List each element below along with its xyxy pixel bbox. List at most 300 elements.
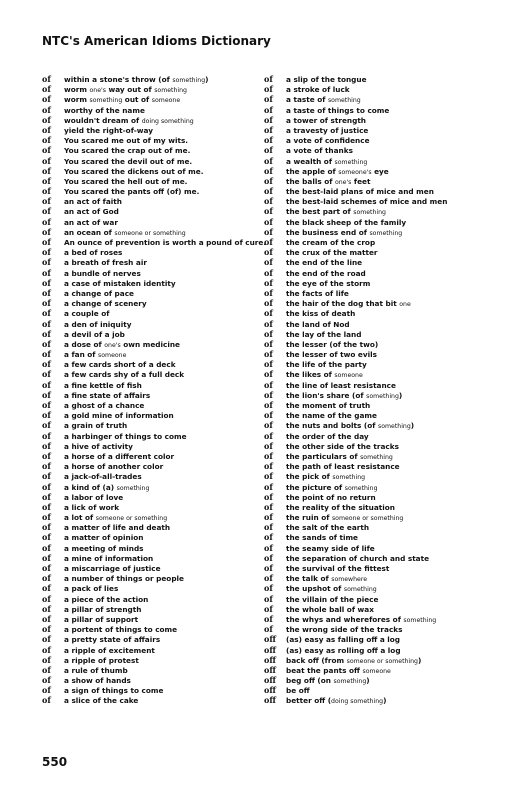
entry-keyword: of <box>42 532 51 543</box>
entry-phrase-text: an act of faith <box>64 197 122 207</box>
entry-phrase-text: an ocean of <box>64 227 115 237</box>
entry-phrase <box>286 635 400 644</box>
entry-phrase-text: a vote of confidence <box>286 136 370 146</box>
entry-keyword: of <box>42 308 51 319</box>
entry-phrase-text: within a stone's throw (of <box>64 75 173 84</box>
index-entry <box>42 186 272 196</box>
entry-keyword: of <box>42 471 51 482</box>
entry-keyword: of <box>42 94 51 105</box>
entry-phrase <box>286 442 399 451</box>
entry-keyword: of <box>264 196 273 207</box>
index-entry <box>42 492 272 502</box>
entry-keyword: of <box>264 84 273 95</box>
entry-keyword: of <box>264 135 273 146</box>
entry-phrase <box>286 370 363 379</box>
entry-keyword: of <box>264 573 273 584</box>
index-entry <box>42 420 272 430</box>
entry-phrase <box>64 605 141 614</box>
entry-phrase <box>64 656 139 665</box>
entry-phrase-text: a jack-of-all-trades <box>64 472 142 482</box>
entry-placeholder-word: doing something <box>331 698 384 706</box>
entry-phrase-text: the best part of <box>286 207 354 217</box>
entry-keyword: of <box>42 74 51 84</box>
entry-phrase-text: a ripple of excitement <box>64 645 155 655</box>
entry-phrase <box>64 421 127 430</box>
index-entry <box>264 74 494 84</box>
entry-keyword: of <box>264 603 273 614</box>
index-entry <box>264 604 494 614</box>
entry-phrase <box>64 564 161 573</box>
entry-keyword: of <box>42 186 51 197</box>
index-entry <box>42 166 272 176</box>
entry-phrase <box>286 207 386 216</box>
entry-phrase-text: the separation of church and state <box>286 553 430 563</box>
index-entry <box>264 329 494 339</box>
page-number: 550 <box>42 755 68 769</box>
entry-keyword: of <box>42 196 51 207</box>
index-entry <box>264 665 494 675</box>
entry-keyword: of <box>42 654 51 665</box>
entry-phrase-text: back off (from <box>286 655 347 665</box>
entry-phrase <box>286 625 402 634</box>
entry-placeholder-word: one's <box>334 178 352 186</box>
entry-phrase-text: (as) easy as falling off a log <box>286 635 401 645</box>
index-entry <box>264 645 494 655</box>
entry-placeholder-word: something <box>89 97 123 105</box>
entry-phrase <box>286 360 367 369</box>
entry-phrase-text: a couple of <box>64 309 110 319</box>
entry-phrase <box>286 595 378 604</box>
entry-keyword: of <box>264 583 273 594</box>
entry-placeholder-word: something <box>172 77 206 84</box>
entry-phrase-text: An ounce of prevention is worth a pound of cure. <box>64 238 267 247</box>
entry-placeholder-word: something <box>333 678 367 686</box>
entry-phrase <box>286 554 429 563</box>
entry-phrase-text: the other side of the tracks <box>286 441 399 451</box>
entry-phrase-text: out of <box>122 95 152 105</box>
entry-keyword: of <box>264 165 273 176</box>
entry-phrase-text: a rule of thumb <box>64 665 128 675</box>
entry-phrase-text: the lion's share (of <box>286 390 367 400</box>
entry-keyword: of <box>264 440 273 451</box>
entry-phrase-text: a ripple of protest <box>64 655 139 665</box>
entry-phrase <box>286 513 403 522</box>
entry-keyword: of <box>264 410 273 421</box>
entry-keyword: of <box>42 430 51 441</box>
index-entry <box>42 369 272 379</box>
entry-phrase <box>64 462 163 471</box>
entry-keyword: of <box>264 491 273 502</box>
entry-phrase-text: a few cards shy of a full deck <box>64 370 185 380</box>
entry-phrase-text: the line of least resistance <box>286 380 396 390</box>
entry-keyword: of <box>264 155 273 166</box>
entry-phrase-text: the lesser (of the two) <box>286 339 379 349</box>
entry-phrase <box>64 513 167 522</box>
entry-keyword: of <box>264 74 273 84</box>
entry-placeholder-word: something <box>332 474 366 482</box>
index-entry <box>264 390 494 400</box>
entry-phrase <box>64 676 131 685</box>
entry-phrase-text: a lick of work <box>64 502 120 512</box>
index-entry <box>264 492 494 502</box>
entry-keyword: of <box>42 501 51 512</box>
index-entry <box>264 441 494 451</box>
entry-keyword: of <box>42 542 51 553</box>
entry-placeholder-word: someone <box>362 667 391 675</box>
entry-phrase-text: beat the pants off <box>286 665 363 675</box>
entry-phrase <box>64 136 188 145</box>
entry-placeholder-word: something <box>378 423 411 431</box>
entry-phrase <box>64 411 174 420</box>
entry-phrase-text: the reality of the situation <box>286 502 395 512</box>
entry-keyword: of <box>42 257 51 268</box>
index-entry <box>264 431 494 441</box>
entry-phrase-text: a lot of <box>64 513 96 523</box>
entry-phrase <box>64 493 123 502</box>
entry-phrase <box>64 646 155 655</box>
index-entry <box>264 186 494 196</box>
entry-phrase-text: the land of Nod <box>286 319 350 329</box>
entry-phrase <box>64 238 266 247</box>
entry-phrase <box>286 452 393 461</box>
entry-phrase <box>286 248 378 257</box>
entry-phrase-text: the nuts and bolts (of <box>286 421 378 431</box>
entry-phrase <box>286 197 447 206</box>
entry-placeholder-word: doing something <box>141 117 194 125</box>
entry-placeholder-word: something <box>116 484 150 492</box>
entry-keyword: of <box>42 420 51 431</box>
entry-phrase <box>64 696 138 705</box>
entry-phrase <box>286 228 402 237</box>
entry-phrase-text: the path of least resistance <box>286 462 400 472</box>
entry-phrase <box>64 483 149 492</box>
entry-keyword: of <box>42 338 51 349</box>
entry-phrase <box>64 595 148 604</box>
entry-keyword: of <box>42 603 51 614</box>
index-entry <box>42 553 272 563</box>
entry-keyword: of <box>42 491 51 502</box>
entry-phrase-text: a gold mine of information <box>64 411 174 421</box>
entry-keyword: of <box>264 624 273 635</box>
entry-placeholder-word: something <box>327 97 361 105</box>
entry-phrase-text: a mine of information <box>64 553 154 563</box>
entry-keyword: of <box>42 613 51 624</box>
entry-placeholder-word: someone or something <box>331 515 404 523</box>
index-entry <box>42 655 272 665</box>
index-entry <box>42 135 272 145</box>
index-entry <box>264 482 494 492</box>
entry-keyword: of <box>42 512 51 523</box>
entry-placeholder-word: someone's <box>338 168 372 176</box>
index-entry <box>42 461 272 471</box>
entry-phrase-text: ) <box>366 676 370 686</box>
entry-keyword: of <box>264 563 273 573</box>
index-entry <box>264 675 494 685</box>
entry-column-right <box>264 74 494 706</box>
entry-phrase <box>286 279 370 288</box>
index-entry <box>264 94 494 104</box>
entry-phrase <box>64 269 141 278</box>
entry-phrase-text: a portent of things to come <box>64 625 178 635</box>
entry-keyword: of <box>264 186 273 197</box>
entry-placeholder-word: something <box>334 158 368 166</box>
entry-phrase-text: the talk of <box>286 574 332 584</box>
entry-phrase-text: the ruin of <box>286 513 332 523</box>
index-entry <box>264 410 494 420</box>
index-entry <box>42 268 272 278</box>
entry-phrase <box>286 116 366 125</box>
index-entry <box>264 247 494 257</box>
index-entry <box>42 196 272 206</box>
entry-phrase <box>64 126 153 135</box>
entry-keyword: of <box>264 328 273 339</box>
index-entry <box>42 247 272 257</box>
entry-phrase <box>286 106 389 115</box>
entry-keyword: of <box>42 450 51 461</box>
entry-keyword: of <box>42 226 51 237</box>
entry-phrase <box>286 136 370 145</box>
entry-phrase <box>286 574 367 583</box>
entry-phrase-text: the black sheep of the family <box>286 217 407 227</box>
entry-keyword: of <box>264 226 273 237</box>
entry-placeholder-word: something <box>154 87 187 95</box>
entry-keyword: off <box>264 654 276 665</box>
index-entry <box>264 624 494 634</box>
entry-keyword: of <box>42 267 51 278</box>
entry-phrase-text: a travesty of justice <box>286 125 369 135</box>
entry-phrase <box>286 564 389 573</box>
index-entry <box>42 451 272 461</box>
entry-keyword: of <box>42 481 51 492</box>
index-entry <box>42 482 272 492</box>
index-entry <box>264 217 494 227</box>
entry-phrase-text: You scared the hell out of me. <box>64 176 188 186</box>
index-entry <box>264 135 494 145</box>
entry-phrase <box>286 421 414 430</box>
index-entry <box>42 288 272 298</box>
entry-phrase <box>286 350 377 359</box>
entry-phrase <box>286 167 389 176</box>
entry-phrase-text: the end of the line <box>286 258 363 268</box>
entry-phrase-text: the wrong side of the tracks <box>286 625 403 635</box>
entry-phrase <box>286 75 367 84</box>
index-entry <box>42 614 272 624</box>
entry-keyword: of <box>264 613 273 624</box>
entry-phrase <box>64 258 147 267</box>
entry-phrase <box>286 340 378 349</box>
entry-phrase <box>286 95 361 104</box>
entry-keyword: of <box>42 287 51 298</box>
entry-keyword: of <box>264 512 273 523</box>
entry-phrase <box>64 279 176 288</box>
entry-phrase-text: worthy of the name <box>64 105 145 115</box>
index-entry <box>42 675 272 685</box>
entry-phrase-text: yield the right-of-way <box>64 125 153 135</box>
entry-phrase-text: a pillar of support <box>64 614 139 624</box>
entry-phrase-text: a devil of a job <box>64 329 125 339</box>
index-entry <box>264 471 494 481</box>
index-entry <box>42 563 272 573</box>
entry-keyword: of <box>264 379 273 390</box>
entry-phrase-text: way out of <box>105 85 155 95</box>
index-entry <box>264 532 494 542</box>
entry-keyword: of <box>264 124 273 135</box>
entry-phrase <box>286 411 377 420</box>
entry-phrase <box>286 187 434 196</box>
entry-keyword: of <box>264 400 273 410</box>
entry-phrase <box>64 95 180 104</box>
entry-keyword: of <box>264 552 273 563</box>
entry-phrase-text: (as) easy as rolling off a log <box>286 645 401 655</box>
entry-phrase <box>64 533 143 542</box>
entry-keyword: of <box>264 481 273 492</box>
entry-phrase <box>64 177 187 186</box>
entry-keyword: of <box>42 298 51 309</box>
entry-phrase <box>64 391 150 400</box>
index-entry <box>42 339 272 349</box>
entry-keyword: of <box>42 165 51 176</box>
index-entry <box>264 563 494 573</box>
entry-placeholder-word: something <box>369 229 403 237</box>
entry-phrase-text: the sands of time <box>286 533 359 543</box>
page-title: NTC's American Idioms Dictionary <box>42 34 271 48</box>
entry-phrase <box>286 686 310 695</box>
entry-phrase <box>286 666 391 675</box>
index-entry <box>264 461 494 471</box>
entry-phrase-text: ) <box>418 655 422 665</box>
index-entry <box>42 604 272 614</box>
entry-phrase <box>64 218 118 227</box>
index-entry <box>264 614 494 624</box>
entry-keyword: of <box>264 369 273 380</box>
entry-keyword: of <box>42 410 51 421</box>
entry-phrase <box>64 248 122 257</box>
index-entry <box>264 125 494 135</box>
index-entry <box>264 553 494 563</box>
entry-placeholder-word: something <box>403 616 437 624</box>
entry-keyword: of <box>42 583 51 594</box>
entry-keyword: of <box>264 338 273 349</box>
entry-phrase <box>64 187 199 196</box>
entry-phrase <box>64 635 160 644</box>
entry-phrase-text: ) <box>383 696 387 706</box>
entry-keyword: of <box>42 145 51 156</box>
entry-phrase-text: a slice of the cake <box>64 696 139 706</box>
index-entry <box>264 257 494 267</box>
entry-phrase <box>64 75 208 84</box>
entry-keyword: of <box>42 461 51 472</box>
index-entry <box>42 329 272 339</box>
entry-phrase-text: You scared the dickens out of me. <box>64 166 204 176</box>
entry-phrase-text: worm <box>64 95 90 105</box>
entry-phrase-text: a pack of lies <box>64 584 119 594</box>
entry-keyword: of <box>42 237 51 247</box>
entry-keyword: of <box>42 685 51 696</box>
entry-phrase-text: the salt of the earth <box>286 523 370 533</box>
entry-phrase <box>286 615 436 624</box>
entry-keyword: off <box>264 685 276 696</box>
entry-keyword: of <box>264 318 273 329</box>
entry-keyword: off <box>264 644 276 655</box>
entry-phrase-text: the life of the party <box>286 360 367 370</box>
entry-phrase-text: a bundle of nerves <box>64 268 141 278</box>
entry-phrase <box>64 432 187 441</box>
entry-phrase-text: a pretty state of affairs <box>64 635 161 645</box>
entry-phrase <box>64 574 184 583</box>
entry-phrase-text: a dose of <box>64 339 105 349</box>
index-entry <box>42 115 272 125</box>
entry-phrase-text: the best-laid plans of mice and men <box>286 187 434 197</box>
entry-phrase-text: be off <box>286 686 310 696</box>
entry-phrase <box>286 401 370 410</box>
entry-placeholder-word: someone <box>98 352 127 360</box>
entry-keyword: of <box>264 94 273 105</box>
entry-phrase-text: the point of no return <box>286 492 376 502</box>
entry-keyword: off <box>264 675 276 686</box>
index-entry <box>264 278 494 288</box>
entry-keyword: of <box>42 400 51 410</box>
index-entry <box>264 359 494 369</box>
entry-keyword: of <box>42 573 51 584</box>
entry-phrase-text: ) <box>410 421 415 431</box>
entry-keyword: of <box>264 349 273 360</box>
index-entry <box>264 84 494 94</box>
index-entry <box>42 695 272 705</box>
entry-keyword: of <box>264 501 273 512</box>
entry-placeholder-word: something <box>343 586 377 594</box>
entry-phrase <box>64 452 174 461</box>
entry-phrase-text: the upshot of <box>286 584 344 594</box>
index-entry <box>42 512 272 522</box>
index-entry <box>42 400 272 410</box>
entry-phrase <box>64 554 153 563</box>
index-entry <box>264 268 494 278</box>
entry-keyword: of <box>264 308 273 319</box>
entry-phrase <box>286 85 350 94</box>
entry-keyword: of <box>42 349 51 360</box>
entry-phrase-text: a den of iniquity <box>64 319 132 329</box>
index-entry <box>42 156 272 166</box>
entry-phrase <box>286 299 411 308</box>
index-entry <box>42 278 272 288</box>
entry-phrase-text: the survival of the fittest <box>286 564 390 573</box>
entry-keyword: of <box>264 522 273 533</box>
index-entry <box>264 380 494 390</box>
index-entry <box>264 196 494 206</box>
entry-phrase-text: feet <box>351 176 371 186</box>
entry-phrase-text: eye <box>371 166 389 176</box>
entry-keyword: of <box>264 450 273 461</box>
entry-placeholder-word: something <box>344 484 378 492</box>
entry-phrase-text: a sign of things to come <box>64 686 164 696</box>
entry-phrase-text: worm <box>64 85 90 95</box>
entry-phrase-text: a fan of <box>64 350 99 360</box>
entry-phrase-text: the facts of life <box>286 288 349 298</box>
index-entry <box>42 543 272 553</box>
entry-phrase <box>64 360 176 369</box>
entry-phrase-text: a few cards short of a deck <box>64 360 176 370</box>
entry-phrase-text: a number of things or people <box>64 574 184 584</box>
entry-keyword: of <box>264 461 273 472</box>
entry-phrase <box>286 157 367 166</box>
entry-phrase <box>286 146 353 155</box>
index-entry <box>42 308 272 318</box>
entry-phrase <box>64 503 119 512</box>
entry-keyword: of <box>42 84 51 95</box>
index-entry <box>264 319 494 329</box>
entry-phrase-text: You scared the devil out of me. <box>64 156 193 166</box>
entry-phrase-text: a kind of (a) <box>64 482 117 492</box>
